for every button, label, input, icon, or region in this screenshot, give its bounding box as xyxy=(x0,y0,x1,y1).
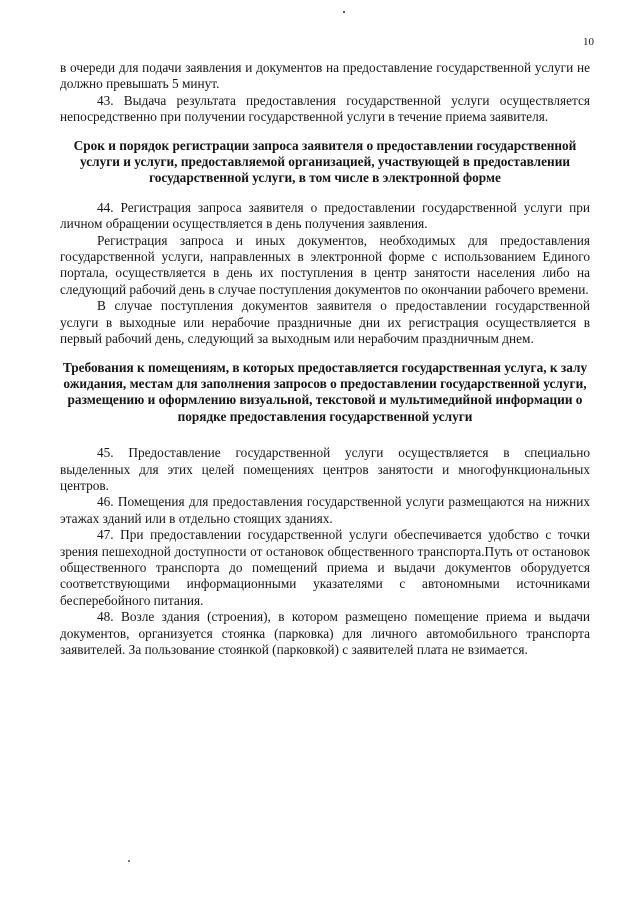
scan-mark xyxy=(343,11,345,13)
paragraph-44-holidays: В случае поступления документов заявителя о предоставлении государственной услуги в выходные или нерабочие праздничные дни их регистрация осуществляется в первый рабочий день, следующий за выходным или нерабочим праздничным днем. xyxy=(60,298,590,347)
paragraph-44: 44. Регистрация запроса заявителя о предоставлении государственной услуги при личном обращении осуществляется в день получения заявления. xyxy=(60,199,590,232)
page-content xyxy=(60,60,590,658)
paragraph-44-electronic: Регистрация запроса и иных документов, необходимых для предоставления государственной услуги, направленных в электронной форме с использованием Единого портала, осуществляется в день их поступления в центр занятости населения либо на следующий рабочий день в случае поступления документов по окончании рабочего времени. xyxy=(60,232,590,297)
paragraph-45: 45. Предоставление государственной услуги осуществляется в специально выделенных для этих целей помещениях центров занятости и многофункциональных центров. xyxy=(60,445,590,493)
page-number: 10 xyxy=(583,36,594,48)
paragraph-continuation: в очереди для подачи заявления и документов на предоставление государственной услуги не должно превышать 5 минут. xyxy=(60,60,590,92)
paragraph-46: 46. Помещения для предоставления государственной услуги размещаются на нижних этажах зданий или в отдельно стоящих зданиях. xyxy=(60,494,590,526)
paragraph-47: 47. При предоставлении государственной услуги обеспечивается удобство с точки зрения пешеходной доступности от остановок общественного транспорта.Путь от остановок общественного транспорта до помещений приема и выдачи документов оборудуется соответствующими информационными указателями с автономными источниками бесперебойного питания. xyxy=(60,527,590,608)
section-heading-premises: Требования к помещениям, в которых предоставляется государственная услуга, к залу ожидания, местам для заполнения запросов о предоставлении государственной услуги, размещению и оформлению визуальной, текстовой и мультимедийной информации о порядке предоставления государственной услуги xyxy=(62,359,588,424)
paragraph-48: 48. Возле здания (строения), в котором размещено помещение приема и выдачи документов, организуется стоянка (парковка) для личного автомобильного транспорта заявителей. За пользование стоянкой (парковкой) с заявителей плата не взимается. xyxy=(60,609,590,657)
paragraph-43: 43. Выдача результата предоставления государственной услуги осуществляется непосредственно при получении государственной услуги в течение приема заявителя. xyxy=(60,92,590,125)
scan-mark xyxy=(128,860,130,862)
section-heading-registration: Срок и порядок регистрации запроса заявителя о предоставлении государственной услуги и услуги, предоставляемой организацией, участвующей в предоставлении государственной услуги, в том числе в электронной форме xyxy=(73,137,577,186)
